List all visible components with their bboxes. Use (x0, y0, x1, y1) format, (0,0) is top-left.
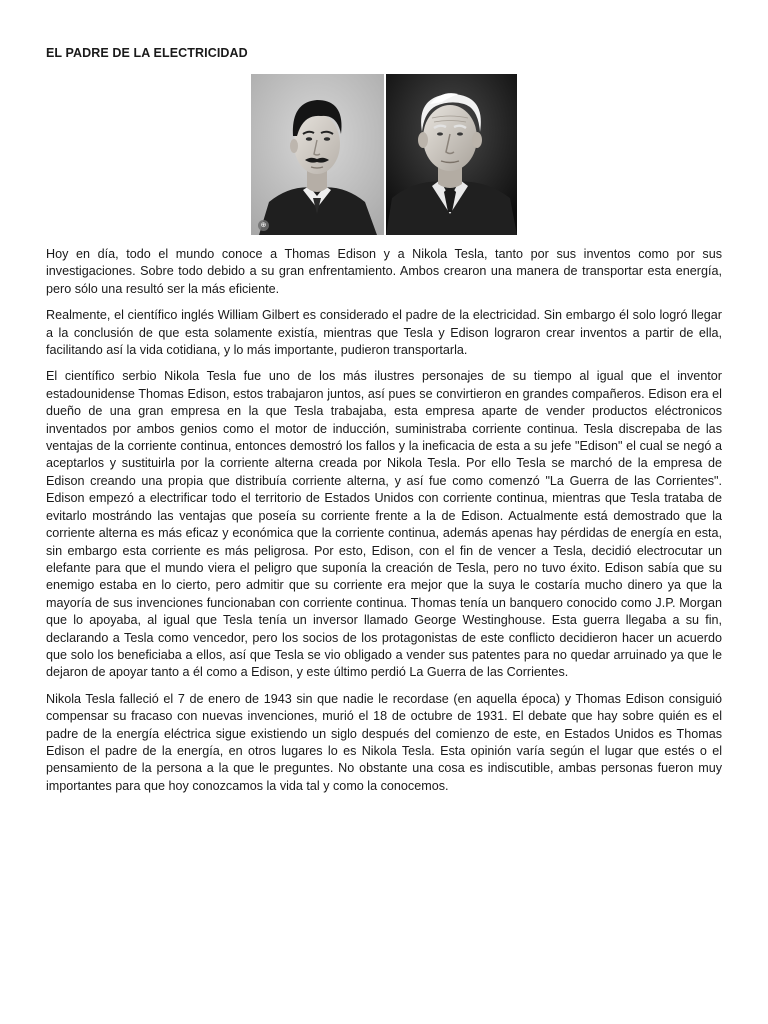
document-title: EL PADRE DE LA ELECTRICIDAD (46, 46, 248, 60)
document-body (46, 246, 722, 804)
portrait-photo-edison (386, 74, 517, 235)
paragraph: El científico serbio Nikola Tesla fue uno de los más ilustres personajes de su tiempo al igual que el inventor estadounidense Thomas Edison, estos trabajaron juntos, así pues se convirtieron en grandes compañeros. Edison era el dueño de una gran empresa en la que Tesla trabajaba, esta empresa aparte de vender productos eléctronicos inventados por ambos genios como el motor de inducción, suministraba corriente continua. Tesla discrepaba de las ventajas de la corriente continua, entonces demostró los fallos y la ineficacia de esta a su jefe "Edison" el cual se negó a aceptarlos y sustituirla por la corriente alterna creada por Nikola Tesla. Por ello Tesla se marchó de la empresa de Edison creando una propia que distribuía corriente alterna, y así fue como comenzó "La Guerra de las Corrientes". Edison empezó a electrificar todo el territorio de Estados Unidos con corriente continua, mientras que Tesla trataba de evitarlo mostrándo las ventajas que poseía su corriente frente a la de Edison. Actualmente está demostrado que la corriente alterna es más eficaz y económica que la corriente continua, además apenas hay pérdidas de energía en esta, sin embargo esta corriente es más peligrosa. Por esto, Edison, con el fin de vencer a Tesla, decidió electrocutar un elefante para que el mundo viera el peligro que suponía la creación de Tesla, pero no tuvo éxito. Edison sabía que su enemigo estaba en lo cierto, pero admitir que su corriente era mejor que la suya le costaría mucho dinero ya que la mayoría de sus invenciones funcionaban con corriente continua. Thomas tenía un banquero conocido como J.P. Morgan que lo apoyaba, al igual que Tesla tenía un inversor llamado George Westinghouse. Esta guerra llegaba a su fin, declarando a Tesla como vencedor, pero los socios de los protagonistas de este conflicto decidieron hacer un acuerdo que solo los beneficiaba a ellos, así que Tesla se vio obligado a vender sus patentes para no quedar arruinado ya que le dejaron de apoyar tanto a él como a Edison, y este último perdió La Guerra de las Corrientes. (46, 369, 722, 680)
paragraph: Nikola Tesla falleció el 7 de enero de 1943 sin que nadie le recordase (en aquella época) y Thomas Edison consiguió compensar su fracaso con nuevas invenciones, murió el 18 de octubre de 1931. El debate que hay sobre quién es el padre de la energía eléctrica sigue existiendo un siglo después del comienzo de este, en Estados Unidos es Thomas Edison el padre de la energía, en otros lugares lo es Nikola Tesla. Esta opinión varía según el lugar que estés o el pensamiento de la persona a la que le preguntes. No obstante una cosa es indiscutible, ambas personas fueron muy importantes para que hoy conozcamos la vida tal y como la conocemos. (46, 691, 722, 793)
paragraph: Hoy en día, todo el mundo conoce a Thomas Edison y a Nikola Tesla, tanto por sus inventos como por sus investigaciones. Sobre todo debido a su gran enfrentamiento. Ambos crearon una manera de transportar esta energía, pero sólo una resultó ser la más eficiente. (46, 247, 722, 296)
portrait-photo-tesla (251, 74, 384, 235)
portrait-photos (251, 74, 517, 235)
image-view-icon[interactable]: ⊕ (258, 220, 269, 231)
paragraph: Realmente, el científico inglés William Gilbert es considerado el padre de la electricidad. Sin embargo él solo logró llegar a la conclusión de que esta solamente existía, mientras que Tesla y Edison lograron crear inventos a partir de ella, facilitando así la vida cotidiana, y lo más importante, pudieron transportarla. (46, 308, 722, 358)
